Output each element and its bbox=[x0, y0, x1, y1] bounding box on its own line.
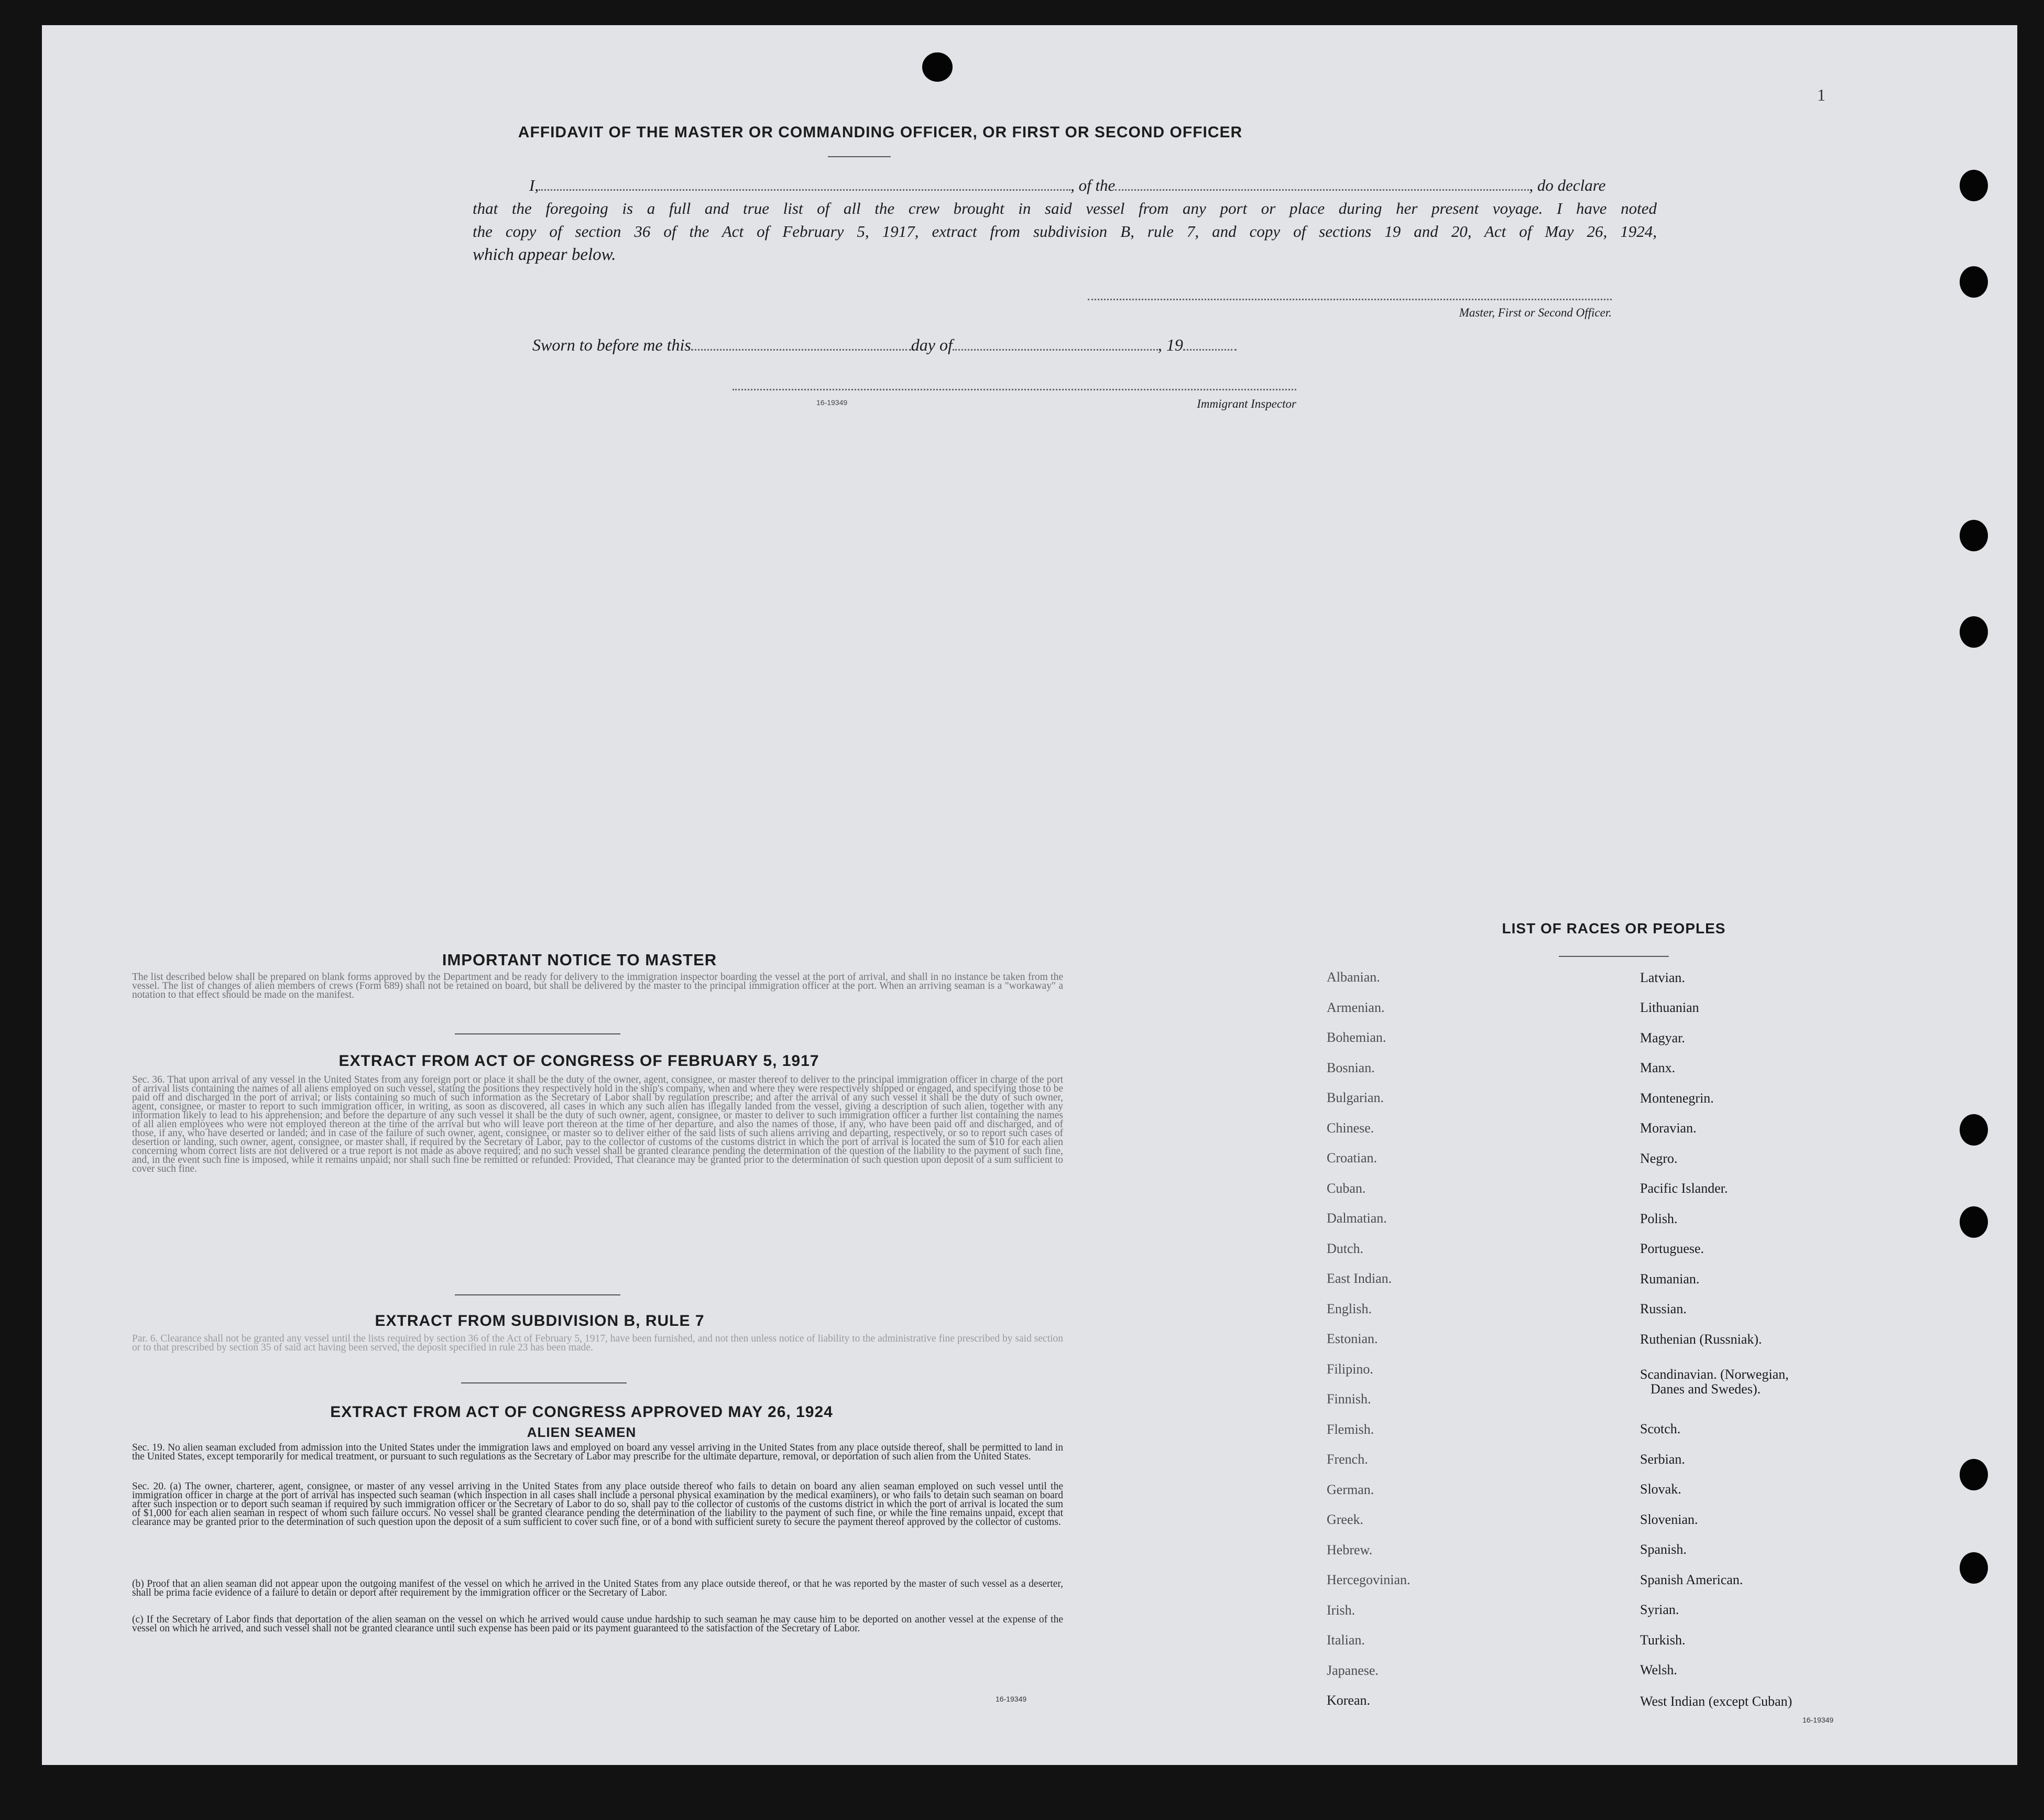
divider-3 bbox=[461, 1382, 627, 1383]
punch-hole-right-6 bbox=[1960, 1206, 1988, 1238]
race-item: Polish. bbox=[1640, 1211, 1678, 1226]
affidavit-line-1 bbox=[482, 174, 1656, 197]
race-item: Portuguese. bbox=[1640, 1241, 1704, 1256]
extract-1924-title: EXTRACT FROM ACT OF CONGRESS APPROVED MAY 26, 1924 bbox=[330, 1403, 833, 1421]
race-item: Japanese. bbox=[1327, 1663, 1379, 1678]
extract-1917-body: Sec. 36. That upon arrival of any vessel in the United States from any foreign port or place it shall be the duty of the owner, agent, consignee, or master thereof to deliver to the principal immigration officer in charge of the port of arrival lists containing the names of all aliens employed on such vessel, stating the positions they respectively hold in the ship's company, when and where they were respectively shipped or engaged, and specifying those to be paid off and discharged in the port of arrival; or lists containing so much of such information as the Secretary of Labor shall by regulation prescribe; and after the arrival of any such vessel it shall be the duty of such owner, agent, consignee, or master to report to such immigration officer, in writing, as soon as discovered, all cases in which any such alien has illegally landed from the vessel, giving a description of such alien, together with any information likely to lead to his apprehension; and before the departure of any such vessel it shall be the duty of such owner, agent, consignee, or master to deliver to such immigration officer a further list containing the names of all alien employees who were not employed thereon at the time of the arrival but who will leave port thereon at the time of her departure, and also the names of those, if any, who have been paid off and discharged, and of those, if any, who have deserted or landed; and in case of the failure of such owner, agent, consignee, or master so to deliver either of the said lists of such aliens arriving and departing, respectively, or so to report such cases of desertion or landing, such owner, agent, consignee, or master shall, if required by the Secretary of Labor, pay to the collector of customs of the customs district in which the port of arrival is located the sum of $10 for each alien concerning whom correct lists are not delivered or a true report is not made as above required; and no such vessel shall be granted clearance pending the determination of the question of the liability to the payment of such fine, and, in the event such fine is imposed, while it remains unpaid; nor shall such fine be remitted or refunded: Provided, That clearance may be granted prior to the determination of such question upon deposit of a sum sufficient to cover such fine. bbox=[132, 1074, 1063, 1174]
sworn-day-of: day of bbox=[911, 335, 953, 354]
race-item: Spanish American. bbox=[1640, 1572, 1743, 1587]
races-title-rule bbox=[1559, 956, 1669, 957]
race-item: French. bbox=[1327, 1452, 1368, 1467]
extract-form-number: 16-19349 bbox=[996, 1695, 1027, 1703]
divider-2 bbox=[455, 1294, 620, 1295]
master-signature-field[interactable] bbox=[1088, 299, 1612, 300]
affidavit-line-4: which appear below. bbox=[473, 245, 616, 264]
race-item: Filipino. bbox=[1327, 1361, 1373, 1377]
race-item: Lithuanian bbox=[1640, 1000, 1699, 1015]
race-item: Bohemian. bbox=[1327, 1030, 1386, 1045]
inspector-signature-field[interactable] bbox=[733, 389, 1296, 390]
race-item: Welsh. bbox=[1640, 1662, 1677, 1677]
extract-1917-title: EXTRACT FROM ACT OF CONGRESS OF FEBRUARY 5, 1917 bbox=[338, 1052, 819, 1070]
race-item: Scandinavian. (Norwegian, bbox=[1640, 1367, 1789, 1382]
race-item: Cuban. bbox=[1327, 1181, 1366, 1196]
race-item: Syrian. bbox=[1640, 1602, 1679, 1617]
race-item: Hercegovinian. bbox=[1327, 1572, 1411, 1587]
affidavit-line-2: that the foregoing is a full and true list of all the crew brought in said vessel from any port or place during her present voyage. I have noted bbox=[473, 199, 1657, 217]
extract-1924-sec20a: Sec. 20. (a) The owner, charterer, agent, consignee, or master of any vessel arriving in the United States from any place outside thereof who fails to detain on board any alien seaman employed on such vessel until the immigration officer in charge at the port of arrival has inspected such seaman (which inspection in all cases shall include a personal physical examination by the medical examiners), or who fails to detain such seaman on board after such inspection or to deport such seaman if required by such immigration officer or the Secretary of Labor to do so, shall pay to the collector of customs of the customs district in which the port of arrival is located the sum of $1,000 for each alien seaman in respect of whom such failure occurs. No vessel shall be granted clearance pending the determination of the liability to the payment of such fine, or while the fine remains unpaid, except that clearance may be granted prior to the determination of such question upon the deposit of a sum sufficient to cover such fine, or of a bond with sufficient surety to secure the payment thereof approved by the collector of customs. bbox=[132, 1481, 1063, 1528]
punch-hole-right-1 bbox=[1960, 170, 1988, 201]
race-item: Scotch. bbox=[1640, 1421, 1681, 1436]
race-item: Moravian. bbox=[1640, 1120, 1697, 1136]
inspector-label: Immigrant Inspector bbox=[1197, 397, 1296, 410]
extract-1924-sec20b: (b) Proof that an alien seaman did not appear upon the outgoing manifest of the vessel on which he arrived in the United States from any place outside thereof, or that he was reported by the master of such vessel as a deserter, shall be prima facie evidence of a failure to detain or deport after requirement by the immigration officer or the Secretary of Labor. bbox=[132, 1578, 1063, 1598]
race-item: Magyar. bbox=[1640, 1030, 1685, 1045]
affidavit-title: AFFIDAVIT OF THE MASTER OR COMMANDING OFFICER, OR FIRST OR SECOND OFFICER bbox=[518, 124, 1243, 141]
race-item: Dalmatian. bbox=[1327, 1211, 1387, 1226]
page-mark: 1 bbox=[1817, 85, 1826, 104]
race-item: Slovenian. bbox=[1640, 1512, 1698, 1527]
declarant-prefix: I, bbox=[529, 176, 539, 194]
race-item: Rumanian. bbox=[1640, 1271, 1700, 1287]
affidavit-line-3: the copy of section 36 of the Act of February 5, 1917, extract from subdivision B, rule 7, and copy of sections 19 and 20, Act of May 26, 1924, bbox=[473, 222, 1657, 241]
race-item: Slovak. bbox=[1640, 1481, 1681, 1497]
race-item: English. bbox=[1327, 1301, 1372, 1316]
race-item: Negro. bbox=[1640, 1151, 1678, 1166]
race-item: Italian. bbox=[1327, 1632, 1365, 1648]
race-item: Pacific Islander. bbox=[1640, 1181, 1728, 1196]
declarant-name-field[interactable] bbox=[539, 189, 1070, 191]
races-title: LIST OF RACES OR PEOPLES bbox=[1502, 920, 1726, 936]
punch-hole-right-5 bbox=[1960, 1114, 1988, 1146]
notice-body: The list described below shall be prepared on blank forms approved by the Department and be ready for delivery to the immigration inspector boarding the vessel at the port of arrival, and shall in no instance be taken from the vessel. The list of changes of alien members of crews (Form 689) shall not be retained on board, but shall be delivered by the master to the principal immigration officer at the port. When an arriving seaman is a "workaway" a notation to that effect should be made on the manifest. bbox=[132, 972, 1063, 1000]
race-item: Bulgarian. bbox=[1327, 1090, 1384, 1105]
race-item: Ruthenian (Russniak). bbox=[1640, 1332, 1762, 1347]
punch-hole-right-3 bbox=[1960, 520, 1988, 551]
sworn-year-field[interactable] bbox=[1183, 349, 1237, 351]
punch-hole-right-4 bbox=[1960, 616, 1988, 648]
affidavit-title-rule bbox=[828, 156, 891, 157]
sworn-prefix: Sworn to before me this bbox=[532, 335, 691, 354]
extract-rule7-body: Par. 6. Clearance shall not be granted any vessel until the lists required by section 36 of the Act of February 5, 1917, have been furnished, and not then unless notice of liability to the administrative fine prescribed by said section or to that prescribed by section 35 of said act having been served, the deposit specified in rule 23 has been made. bbox=[132, 1333, 1063, 1353]
race-item: Russian. bbox=[1640, 1301, 1687, 1316]
race-item: Bosnian. bbox=[1327, 1060, 1375, 1075]
race-item: Spanish. bbox=[1640, 1542, 1687, 1557]
sworn-month-field[interactable] bbox=[953, 349, 1158, 351]
race-item: Estonian. bbox=[1327, 1331, 1378, 1346]
punch-hole-right-7 bbox=[1960, 1459, 1988, 1490]
races-form-number: 16-19349 bbox=[1802, 1716, 1834, 1724]
race-item: East Indian. bbox=[1327, 1271, 1392, 1286]
vessel-name-field[interactable] bbox=[1115, 189, 1529, 191]
race-item: Croatian. bbox=[1327, 1150, 1378, 1165]
race-item: Turkish. bbox=[1640, 1632, 1686, 1648]
of-the-text: , of the bbox=[1070, 176, 1116, 194]
affidavit-form-number: 16-19349 bbox=[816, 398, 848, 407]
race-item: Korean. bbox=[1327, 1693, 1371, 1708]
race-item: Manx. bbox=[1640, 1060, 1676, 1075]
sworn-line bbox=[532, 335, 1371, 355]
punch-hole-right-2 bbox=[1960, 266, 1988, 298]
race-item: Danes and Swedes). bbox=[1650, 1381, 1761, 1397]
race-item: German. bbox=[1327, 1482, 1374, 1497]
sworn-day-field[interactable] bbox=[691, 349, 911, 351]
race-item: West Indian (except Cuban) bbox=[1640, 1694, 1792, 1709]
extract-1924-sec19: Sec. 19. No alien seaman excluded from admission into the United States under the immigration laws and employed on board any vessel arriving in the United States from any place outside thereof, shall be permitted to land in the United States, except temporarily for medical treatment, or pursuant to such regulations as the Secretary of Labor may prescribe for the ultimate departure, removal, or deportation of such alien from the United States. bbox=[132, 1442, 1063, 1462]
declare-text: , do declare bbox=[1529, 176, 1606, 194]
extract-1924-subtitle: ALIEN SEAMEN bbox=[527, 1424, 637, 1440]
master-signature-label: Master, First or Second Officer. bbox=[1459, 306, 1612, 319]
race-item: Finnish. bbox=[1327, 1391, 1371, 1407]
extract-1924-sec20c: (c) If the Secretary of Labor finds that deportation of the alien seaman on the vessel on which he arrived would cause undue hardship to such seaman he may cause him to be deported on another vessel at the expense of the vessel on which he arrived, and such vessel shall not be granted clearance until such expense has been paid or its payment guaranteed to the satisfaction of the Secretary of Labor. bbox=[132, 1614, 1063, 1634]
race-item: Flemish. bbox=[1327, 1422, 1374, 1437]
punch-hole-right-8 bbox=[1960, 1552, 1988, 1584]
punch-hole-top-1 bbox=[922, 52, 953, 82]
race-item: Serbian. bbox=[1640, 1452, 1685, 1467]
notice-title: IMPORTANT NOTICE TO MASTER bbox=[442, 951, 717, 969]
document-page bbox=[42, 25, 2017, 1765]
race-item: Irish. bbox=[1327, 1603, 1356, 1618]
race-item: Albanian. bbox=[1327, 969, 1380, 985]
race-item: Montenegrin. bbox=[1640, 1091, 1714, 1106]
divider-1 bbox=[455, 1033, 620, 1034]
race-item: Armenian. bbox=[1327, 1000, 1385, 1015]
race-item: Chinese. bbox=[1327, 1120, 1374, 1136]
sworn-year-prefix: , 19 bbox=[1157, 335, 1183, 354]
race-item: Latvian. bbox=[1640, 970, 1685, 985]
extract-rule7-title: EXTRACT FROM SUBDIVISION B, RULE 7 bbox=[375, 1312, 705, 1329]
race-item: Dutch. bbox=[1327, 1241, 1364, 1256]
race-item: Greek. bbox=[1327, 1512, 1364, 1527]
race-item: Hebrew. bbox=[1327, 1542, 1373, 1557]
